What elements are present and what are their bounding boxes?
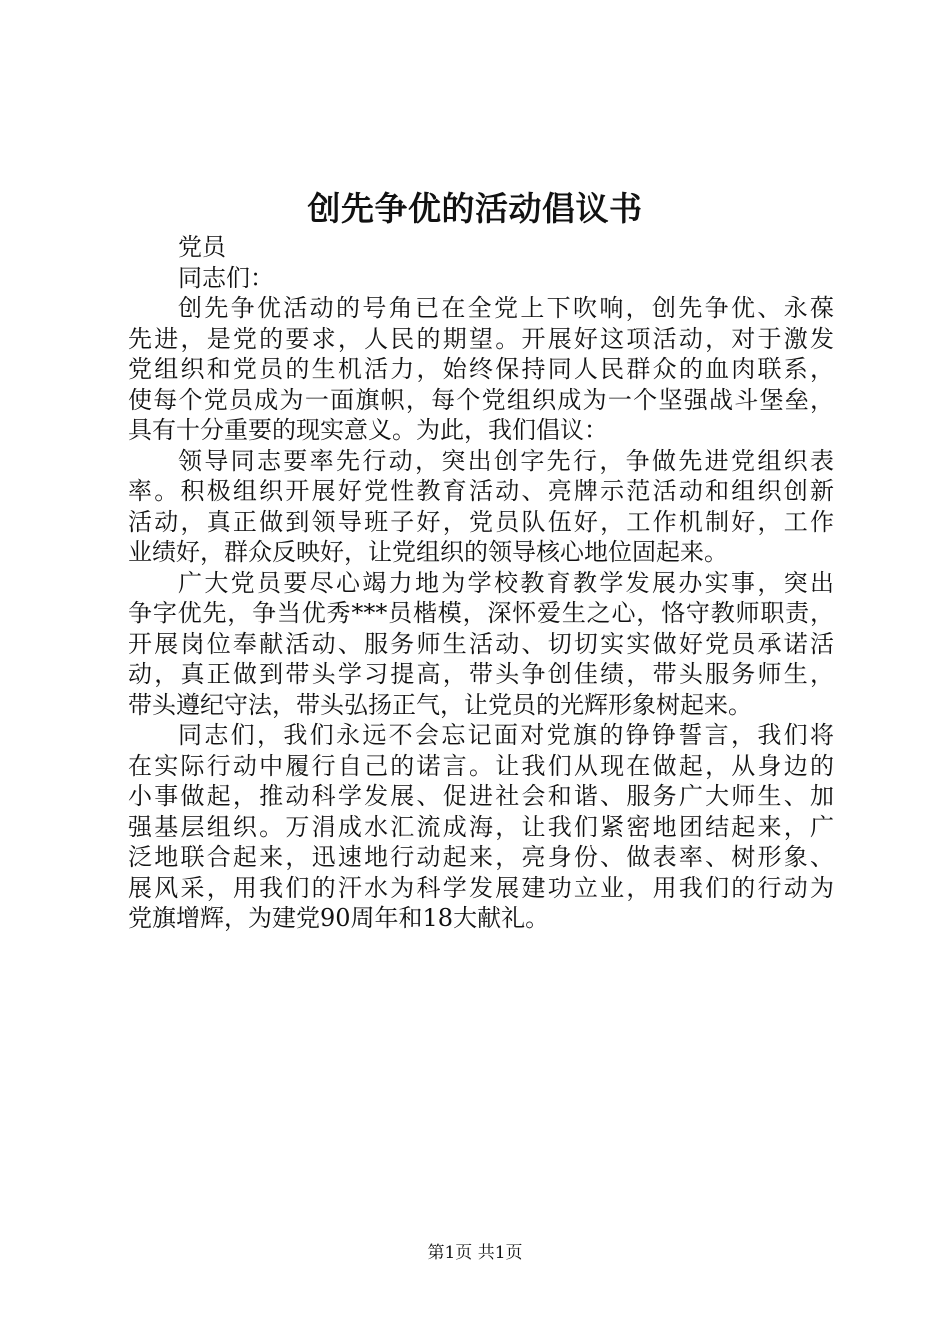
document-title: 创先争优的活动倡议书 xyxy=(307,189,643,228)
body-line: 党旗增辉，为建党90周年和18大献礼。 xyxy=(128,904,550,932)
body-line: 业绩好，群众反映好，让党组织的领导核心地位固起来。 xyxy=(128,538,728,566)
page-footer: 第1页 共1页 xyxy=(427,1243,523,1263)
body-line: 小事做起，推动科学发展、促进社会和谐、服务广大师生、加 xyxy=(128,782,834,810)
body-line: 具有十分重要的现实意义。为此，我们倡议： xyxy=(128,416,608,444)
document-body xyxy=(128,232,834,934)
body-line: 争字优先，争当优秀***员楷模，深怀爱生之心，恪守教师职责， xyxy=(128,599,834,627)
body-line: 领导同志要率先行动，突出创字先行，争做先进党组织表 xyxy=(178,446,834,475)
body-line: 开展岗位奉献活动、服务师生活动、切切实实做好党员承诺活 xyxy=(128,629,834,658)
body-line: 在实际行动中履行自己的诺言。让我们从现在做起，从身边的 xyxy=(128,751,834,780)
body-line: 创先争优活动的号角已在全党上下吹响，创先争优、永葆 xyxy=(178,294,834,322)
body-line: 率。积极组织开展好党性教育活动、亮牌示范活动和组织创新 xyxy=(128,477,834,505)
body-line: 先进，是党的要求，人民的期望。开展好这项活动，对于激发 xyxy=(128,324,834,353)
body-line: 活动，真正做到领导班子好，党员队伍好，工作机制好，工作 xyxy=(128,507,834,536)
body-line: 泛地联合起来，迅速地行动起来，亮身份、做表率、树形象、 xyxy=(128,843,834,871)
body-line: 使每个党员成为一面旗帜，每个党组织成为一个坚强战斗堡垒， xyxy=(128,385,834,414)
body-line: 展风采，用我们的汗水为科学发展建功立业，用我们的行动为 xyxy=(128,873,834,902)
body-line: 动，真正做到带头学习提高，带头争创佳绩，带头服务师生， xyxy=(128,660,834,688)
body-line: 广大党员要尽心竭力地为学校教育教学发展办实事，突出 xyxy=(178,568,834,597)
body-line: 党员 xyxy=(178,233,226,261)
body-line: 同志们，我们永远不会忘记面对党旗的铮铮誓言，我们将 xyxy=(178,721,834,749)
body-line: 党组织和党员的生机活力，始终保持同人民群众的血肉联系， xyxy=(128,355,834,383)
body-line: 带头遵纪守法，带头弘扬正气，让党员的光辉形象树起来。 xyxy=(128,690,752,719)
body-line: 强基层组织。万涓成水汇流成海，让我们紧密地团结起来，广 xyxy=(128,812,834,841)
body-line: 同志们： xyxy=(178,263,274,292)
